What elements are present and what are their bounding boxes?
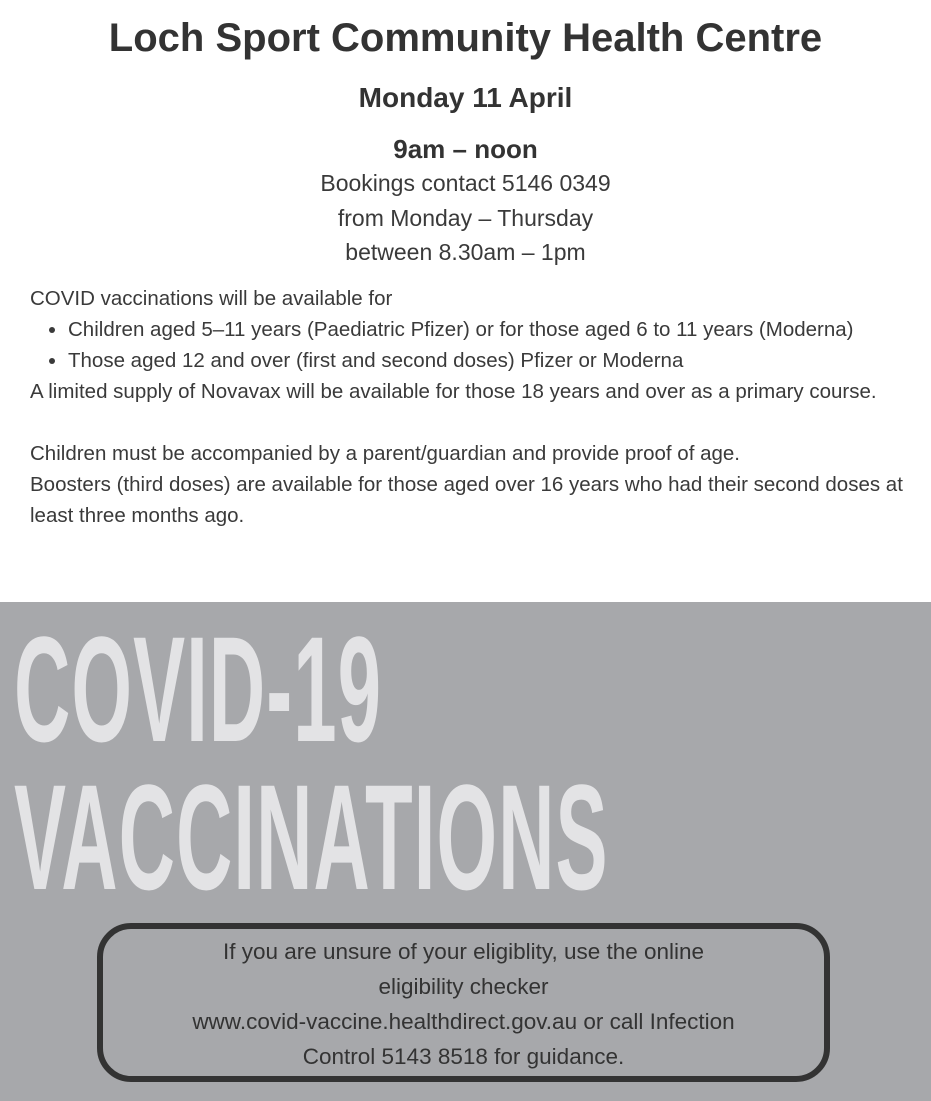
children-text: Children must be accompanied by a parent/guardian and provide proof of age.: [30, 442, 740, 465]
banner-heading-line1: COVID-19: [14, 605, 383, 773]
banner-section: [0, 602, 931, 1101]
spacer: [30, 407, 910, 438]
booking-line: from Monday – Thursday: [337, 204, 594, 231]
boosters-text: Boosters (third doses) are available for those aged over 16 years who had their second doses at least three months ago.: [30, 473, 903, 527]
intro-text: COVID vaccinations will be available for: [30, 287, 393, 310]
eligibility-info-box: [97, 923, 830, 1082]
list-item: • Those aged 12 and over (first and second doses) Pfizer or Moderna: [68, 345, 910, 376]
booking-info: [0, 166, 931, 270]
info-line: Control 5143 8518 for guidance.: [302, 1044, 625, 1069]
banner-heading-line2: VACCINATIONS: [14, 753, 609, 921]
novavax-text: A limited supply of Novavax will be available for those 18 years and over as a primary course.: [30, 380, 877, 403]
body-text: [30, 283, 910, 531]
page-title: Loch Sport Community Health Centre: [108, 16, 823, 60]
booking-line: between 8.30am – 1pm: [345, 239, 586, 265]
event-date: Monday 11 April: [358, 82, 573, 113]
info-line: eligibility checker: [378, 974, 549, 999]
list-item: • Children aged 5–11 years (Paediatric Pfizer) or for those aged 6 to 11 years (Moderna): [68, 314, 910, 345]
booking-line: Bookings contact 5146 0349: [320, 170, 611, 196]
info-line: If you are unsure of your eligiblity, use the online: [222, 939, 705, 964]
info-line: www.covid-vaccine.healthdirect.gov.au or call Infection: [192, 1009, 735, 1034]
eligibility-list: [30, 314, 910, 376]
event-time: 9am – noon: [393, 134, 538, 164]
